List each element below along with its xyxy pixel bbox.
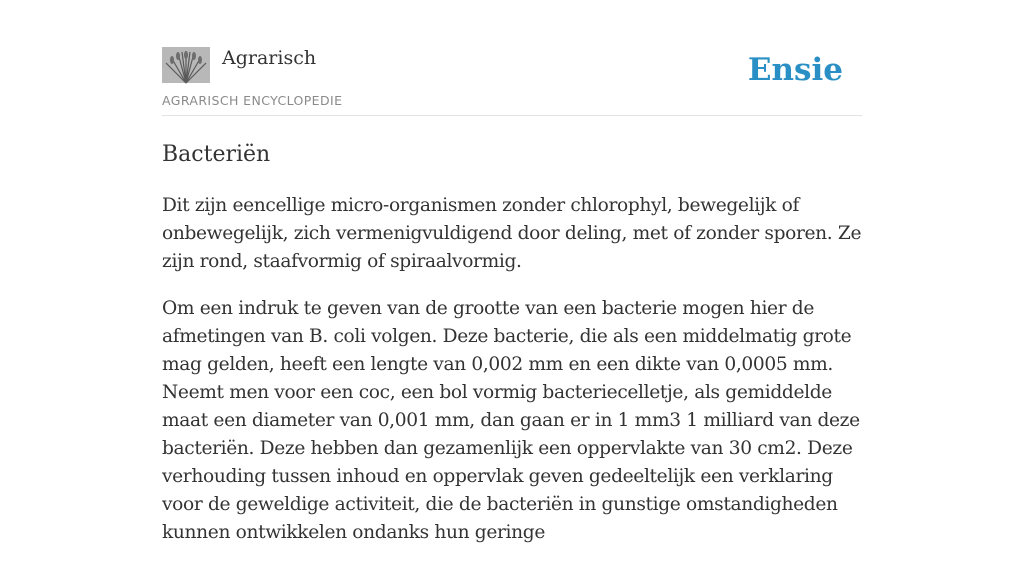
brand-logo-link[interactable]: Ensie [747, 52, 843, 88]
content-container [162, 0, 862, 543]
site-subtitle: AGRARISCH ENCYCLOPEDIE [162, 93, 343, 108]
article-paragraph-1: Dit zijn eencellige micro-organismen zonder chlorophyl, bewegelijk of onbewegelijk, zich vermenigvuldigend door deling, met of zonder sporen. Ze zijn rond, staafvormig of spiraalvormig. [162, 195, 862, 272]
article-paragraph-2: Om een indruk te geven van de grootte van een bacterie mogen hier de afmetingen van B. coli volgen. Deze bacterie, die als een middelmatig grote mag gelden, heeft een lengte van 0,002 mm en een dikte van 0,0005 mm. Neemt men voor een coc, een bol vormig bacteriecelletje, als gemiddelde maat een diameter van 0,001 mm, dan gaan er in 1 mm3 1 milliard van deze bacteriën. Deze hebben dan gezamenlijk een oppervlakte van 30 cm2. Deze verhouding tussen inhoud en oppervlak geven gedeeltelijk een verklaring voor de geweldige activiteit, die de bacteriën in gunstige omstandigheden kunnen ontwikkelen ondanks hun geringe [162, 298, 860, 543]
site-name[interactable]: Agrarisch [222, 47, 317, 69]
wheat-sheaf-icon[interactable] [162, 47, 210, 83]
article-title: Bacteriën [162, 142, 271, 167]
article-body [162, 192, 862, 566]
site-header [162, 0, 862, 116]
